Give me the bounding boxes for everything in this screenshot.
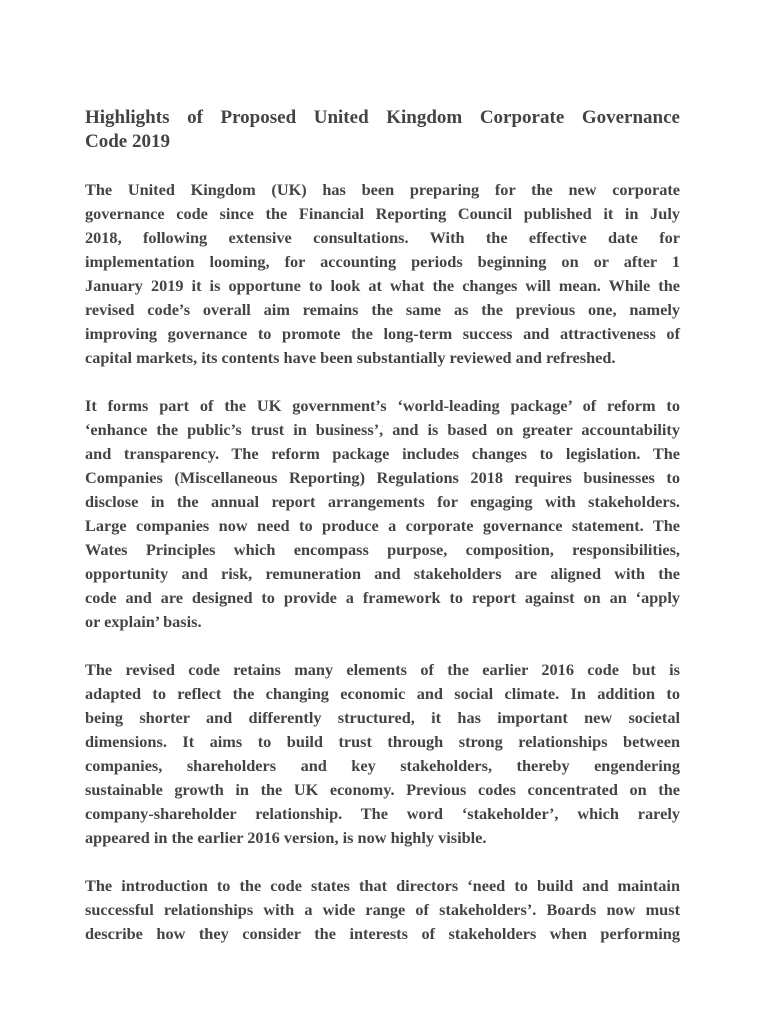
paragraph-line: sustainable growth in the UK economy. Previous codes concentrated on the — [85, 780, 680, 799]
paragraph-line: Companies (Miscellaneous Reporting) Regulations 2018 requires businesses to — [85, 468, 680, 487]
paragraph-line: successful relationships with a wide range of stakeholders’. Boards now must — [85, 900, 680, 919]
document-body — [85, 178, 680, 946]
paragraph-line: governance code since the Financial Reporting Council published it in July — [85, 204, 680, 223]
paragraph-line: The revised code retains many elements of the earlier 2016 code but is — [85, 660, 680, 679]
paragraph-line: being shorter and differently structured, it has important new societal — [85, 708, 680, 727]
paragraph-line: code and are designed to provide a framework to report against on an ‘apply — [85, 588, 680, 607]
paragraph — [85, 874, 680, 946]
paragraph-line: It forms part of the UK government’s ‘world-leading package’ of reform to — [85, 396, 680, 415]
paragraph — [85, 658, 680, 850]
paragraph — [85, 394, 680, 634]
paragraph-line: Large companies now need to produce a corporate governance statement. The — [85, 516, 680, 535]
paragraph-line: companies, shareholders and key stakeholders, thereby engendering — [85, 756, 680, 775]
paragraph-line: improving governance to promote the long-term success and attractiveness of — [85, 324, 680, 343]
paragraph-line: The United Kingdom (UK) has been preparing for the new corporate — [85, 180, 680, 199]
paragraph-line: opportunity and risk, remuneration and stakeholders are aligned with the — [85, 564, 680, 583]
paragraph-line: implementation looming, for accounting periods beginning on or after 1 — [85, 252, 680, 271]
paragraph-line: or explain’ basis. — [85, 612, 202, 631]
document-page — [85, 106, 680, 970]
title-line: Code 2019 — [85, 131, 170, 152]
paragraph-line: Wates Principles which encompass purpose, composition, responsibilities, — [85, 540, 680, 559]
paragraph-line: 2018, following extensive consultations. With the effective date for — [85, 228, 680, 247]
paragraph-line: January 2019 it is opportune to look at what the changes will mean. While the — [85, 276, 680, 295]
paragraph-line: dimensions. It aims to build trust through strong relationships between — [85, 732, 680, 751]
paragraph-line: describe how they consider the interests of stakeholders when performing — [85, 924, 680, 943]
paragraph-line: and transparency. The reform package includes changes to legislation. The — [85, 444, 680, 463]
paragraph-line: capital markets, its contents have been substantially reviewed and refreshed. — [85, 348, 616, 367]
paragraph-line: disclose in the annual report arrangements for engaging with stakeholders. — [85, 492, 680, 511]
paragraph-line: company-shareholder relationship. The word ‘stakeholder’, which rarely — [85, 804, 680, 823]
paragraph-line: ‘enhance the public’s trust in business’, and is based on greater accountability — [85, 420, 680, 439]
paragraph-line: adapted to reflect the changing economic and social climate. In addition to — [85, 684, 680, 703]
title-line: Highlights of Proposed United Kingdom Corporate Governance — [85, 107, 680, 128]
paragraph-line: revised code’s overall aim remains the same as the previous one, namely — [85, 300, 680, 319]
paragraph-line: appeared in the earlier 2016 version, is now highly visible. — [85, 828, 487, 847]
document-title — [85, 106, 680, 154]
paragraph — [85, 178, 680, 370]
paragraph-line: The introduction to the code states that directors ‘need to build and maintain — [85, 876, 680, 895]
